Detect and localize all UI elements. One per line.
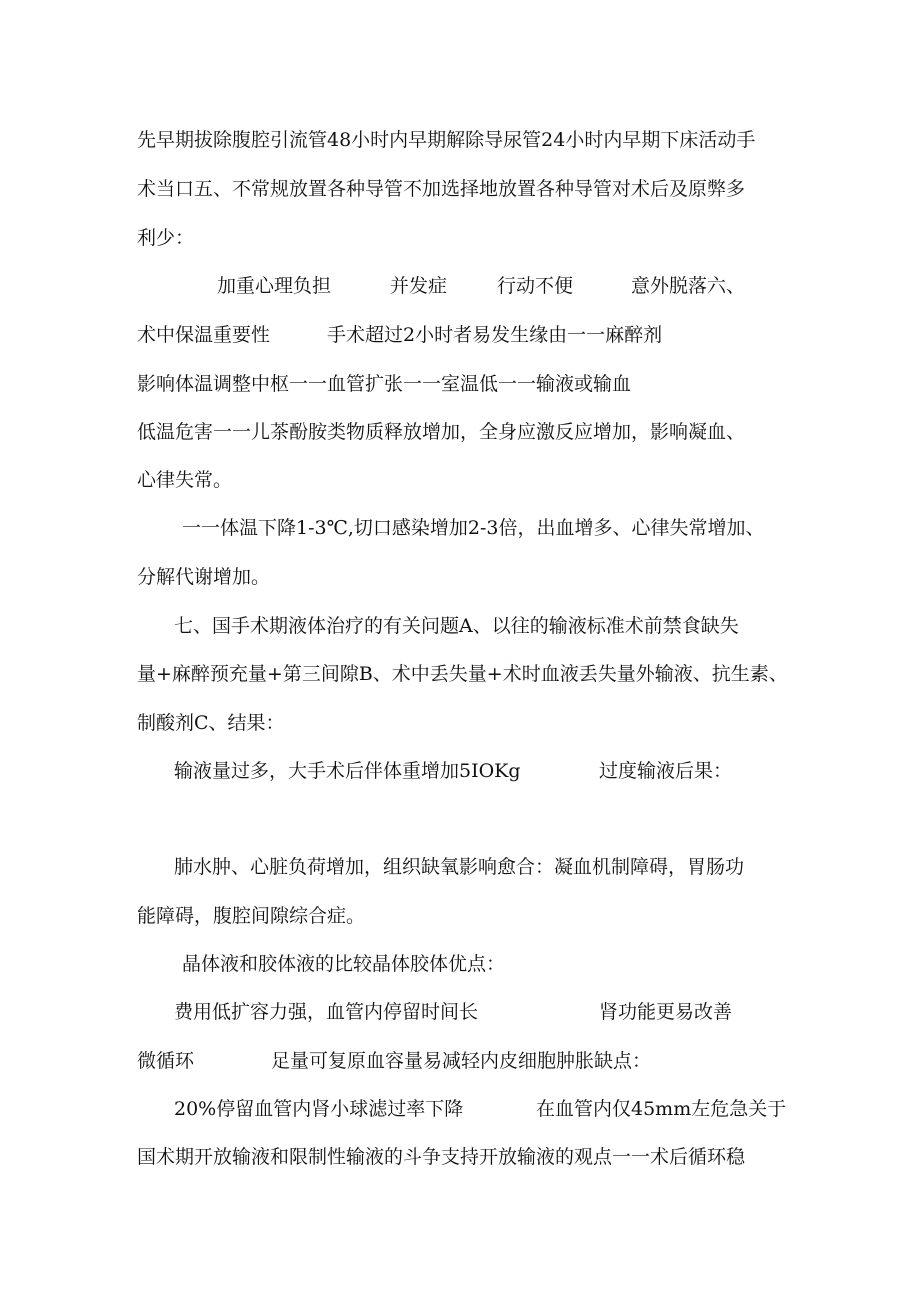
text-line: 术当口五、不常规放置各种导管不加选择地放置各种导管对术后及原弊多 (137, 178, 746, 200)
text-line: 术中保温重要性 (137, 324, 271, 346)
text-line: 并发症 (390, 275, 448, 297)
text-line: 加重心理负担 (217, 275, 332, 297)
text-line: 能障碍，腹腔间隙综合症。 (137, 905, 366, 927)
text-line: 足量可复原血容量易减轻内皮细胞肿胀缺点： (271, 1050, 652, 1072)
text-line: 一一体温下降1-3℃,切口感染增加2-3倍，出血增多、心律失常增加、 (182, 517, 765, 539)
text-line: 行动不便 (497, 275, 574, 297)
text-line: 微循环 (137, 1050, 195, 1072)
text-line: 肺水肿、心脏负荷增加，组织缺氧影响愈合：凝血机制障碍，胃肠功 (174, 856, 745, 878)
text-line: 20%停留血管内肾小球滤过率下降 (174, 1098, 464, 1120)
text-line: 晶体液和胶体液的比较晶体胶体优点： (182, 953, 506, 975)
text-line: 国术期开放输液和限制性输液的斗争支持开放输液的观点一一术后循环稳 (137, 1146, 746, 1168)
text-line: 低温危害一一儿茶酚胺类物质释放增加，全身应激反应增加，影响凝血、 (137, 421, 746, 443)
text-line: 心律失常。 (137, 469, 233, 491)
text-line: 制酸剂C、结果： (137, 712, 285, 734)
text-line: 过度输液后果： (599, 760, 733, 782)
text-line: 分解代谢增加。 (137, 566, 271, 588)
text-line: 利少： (137, 227, 195, 249)
text-line: 肾功能更易改善 (599, 1001, 733, 1023)
text-line: 费用低扩容力强，血管内停留时间长 (174, 1001, 479, 1023)
text-line: 先早期拔除腹腔引流管48小时内早期解除导尿管24小时内早期下床活动手 (137, 129, 756, 151)
text-line: 影响体温调整中枢一一血管扩张一一室温低一一输液或输血 (137, 373, 632, 395)
text-line: 输液量过多，大手术后伴体重增加5IOKg (174, 760, 521, 782)
text-line: 量+麻醉预充量+第三间隙B、术中丢失量+术时血液丢失量外输液、抗生素、 (137, 663, 788, 685)
text-line: 手术超过2小时者易发生缘由一一麻醉剂 (327, 324, 663, 346)
text-line: 在血管内仅45mm左危急关于 (536, 1098, 787, 1120)
text-line: 七、国手术期液体治疗的有关问题A、以往的输液标准术前禁食缺失 (174, 615, 739, 637)
text-line: 意外脱落六、 (631, 275, 746, 297)
